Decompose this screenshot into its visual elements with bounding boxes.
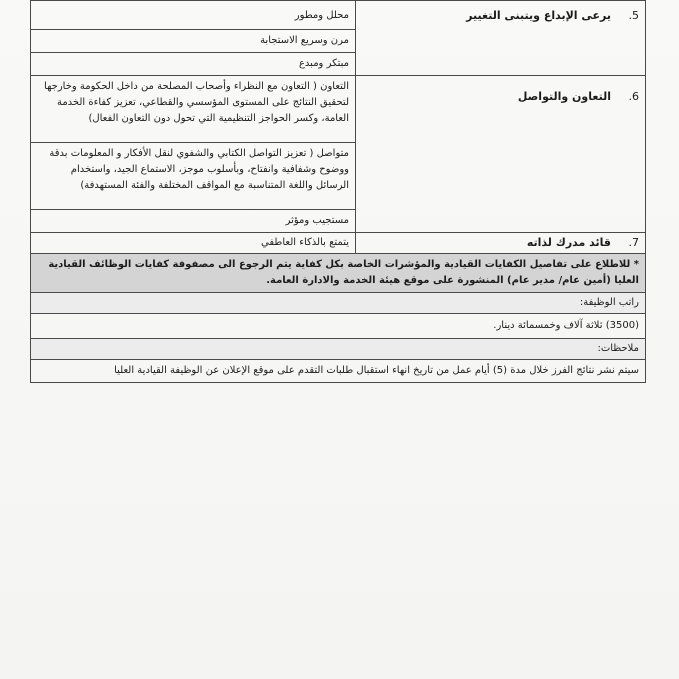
table-row bbox=[31, 360, 646, 383]
table-row bbox=[31, 233, 646, 254]
table-row bbox=[31, 339, 646, 360]
competency-note: * للاطلاع على تفاصيل الكفايات القيادية والمؤشرات الخاصة بكل كفاية يتم الرجوع الى مصفوفة كفايات الوظائف القيادية العليا (أمين عام/ مدير عام) المنشورة على موقع هيئة الخدمة والادارة العامة. bbox=[31, 254, 646, 293]
indicator-cell: مرن وسريع الاستجابة bbox=[31, 30, 356, 53]
indicator-cell: محلل ومطور bbox=[31, 1, 356, 30]
indicator-cell: مبتكر ومبدع bbox=[31, 53, 356, 76]
indicator-cell: يتمتع بالذكاء العاطفي bbox=[31, 233, 356, 254]
indicator-cell: متواصل ( تعزيز التواصل الكتابي والشفوي لنقل الأفكار و المعلومات بدقة ووضوح وشفافية وانفتاح، وبأسلوب موجز، الاستماع الجيد، واستخدام الرسائل واللغة المتناسبة مع المواقف المختلفة والفئة المستهدفة) bbox=[31, 143, 356, 210]
competencies-table bbox=[30, 0, 646, 383]
remarks-label: ملاحظات: bbox=[31, 339, 646, 360]
indicator-cell: مستجيب ومؤثر bbox=[31, 210, 356, 233]
salary-label: راتب الوظيفة: bbox=[31, 293, 646, 314]
competency-6-title: 6.التعاون والتواصل bbox=[356, 76, 646, 233]
competency-5-title: 5.يرعى الإبداع ويتبنى التغيير bbox=[356, 1, 646, 76]
table-row bbox=[31, 293, 646, 314]
remarks-value: سيتم نشر نتائج الفرز خلال مدة (5) أيام عمل من تاريخ انهاء استقبال طلبات التقدم على موقع الإعلان عن الوظيفة القيادية العليا bbox=[31, 360, 646, 383]
indicator-cell: التعاون ( التعاون مع النظراء وأصحاب المصلحة من داخل الحكومة وخارجها لتحقيق النتائج على المستوى المؤسسي والقطاعي، تعزيز كفاءة الخدمة العامة، وكسر الحواجز التنظيمية التي تحول دون التعاون الفعال) bbox=[31, 76, 356, 143]
table-row bbox=[31, 314, 646, 339]
table-row bbox=[31, 1, 646, 30]
competency-7-title: 7.قائد مدرك لذاته bbox=[356, 233, 646, 254]
salary-value: (3500) ثلاثة آلاف وخمسمائة دينار. bbox=[31, 314, 646, 339]
table-row bbox=[31, 76, 646, 143]
table-row bbox=[31, 254, 646, 293]
